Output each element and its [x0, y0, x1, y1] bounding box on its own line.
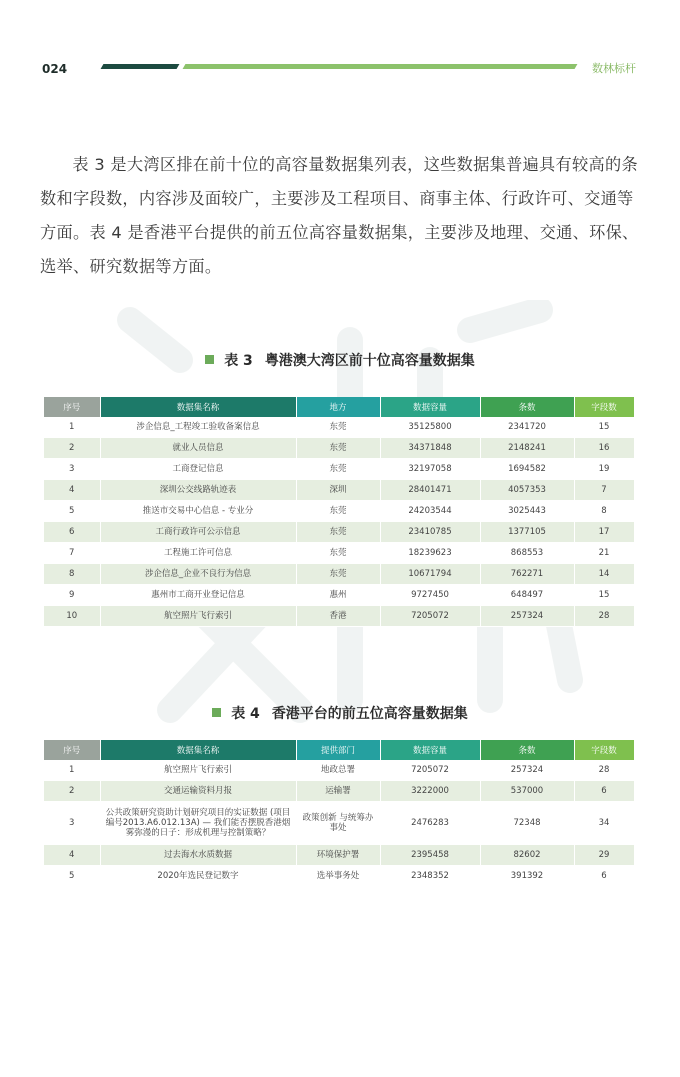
table4-cell: 3222000: [380, 781, 480, 802]
table3-cell: 10671794: [380, 564, 480, 585]
table4-cell: 2348352: [380, 866, 480, 887]
table3-header-cell: 序号: [44, 397, 100, 417]
table4-title-marker: [212, 708, 221, 717]
table3-cell: 24203544: [380, 501, 480, 522]
table3-cell: 深圳: [296, 480, 380, 501]
table3-cell: 7205072: [380, 606, 480, 627]
table3-cell: 4057353: [480, 480, 574, 501]
table3-cell: 东莞: [296, 438, 380, 459]
table3-cell: 东莞: [296, 417, 380, 438]
table3-cell: 2: [44, 438, 100, 459]
table3-cell: 15: [574, 417, 634, 438]
table4-header-row: [44, 740, 634, 760]
table3-cell: 2148241: [480, 438, 574, 459]
table4-cell: 环境保护署: [296, 845, 380, 866]
table4-cell: 5: [44, 866, 100, 887]
table3-cell: 17: [574, 522, 634, 543]
table3-header-cell: 地方: [296, 397, 380, 417]
table3-cell: 3025443: [480, 501, 574, 522]
table4-cell: 选举事务处: [296, 866, 380, 887]
table4-cell: 537000: [480, 781, 574, 802]
table3-cell: 推送市交易中心信息 - 专业分: [100, 501, 296, 522]
table3-cell: 工商行政许可公示信息: [100, 522, 296, 543]
table3-cell: 惠州: [296, 585, 380, 606]
table3-row: [44, 501, 634, 522]
table4-cell: 过去海水水质数据: [100, 845, 296, 866]
table3-cell: 工商登记信息: [100, 459, 296, 480]
table4-cell: 1: [44, 760, 100, 781]
table3-title-marker: [205, 355, 214, 364]
table3-cell: 东莞: [296, 501, 380, 522]
table4-title: [0, 703, 680, 723]
table3-header-cell: 字段数: [574, 397, 634, 417]
table3-cell: 28401471: [380, 480, 480, 501]
table3-cell: 10: [44, 606, 100, 627]
table4-cell: 6: [574, 866, 634, 887]
table3-cell: 8: [574, 501, 634, 522]
table3-cell: 3: [44, 459, 100, 480]
table3-cell: 18239623: [380, 543, 480, 564]
table3-cell: 涉企信息_企业不良行为信息: [100, 564, 296, 585]
table3-row: [44, 522, 634, 543]
table3: [44, 397, 635, 627]
table3-cell: 东莞: [296, 459, 380, 480]
table3-cell: 868553: [480, 543, 574, 564]
table4-header-cell: 数据容量: [380, 740, 480, 760]
table4-row: [44, 760, 634, 781]
table3-cell: 21: [574, 543, 634, 564]
table3-cell: 28: [574, 606, 634, 627]
table4-cell: 3: [44, 802, 100, 845]
table3-cell: 1: [44, 417, 100, 438]
table3-cell: 7: [44, 543, 100, 564]
table3-body: [44, 417, 634, 627]
table4-cell: 航空照片飞行索引: [100, 760, 296, 781]
table4-cell: 257324: [480, 760, 574, 781]
table4-cell: 72348: [480, 802, 574, 845]
table4-row: [44, 866, 634, 887]
page-number: 024: [42, 62, 68, 76]
table3-cell: 8: [44, 564, 100, 585]
table3-row: [44, 417, 634, 438]
table3-cell: 工程施工许可信息: [100, 543, 296, 564]
table3-cell: 香港: [296, 606, 380, 627]
table3-row: [44, 543, 634, 564]
table4-row: [44, 781, 634, 802]
table4-header-cell: 序号: [44, 740, 100, 760]
table3-cell: 1694582: [480, 459, 574, 480]
table3-cell: 35125800: [380, 417, 480, 438]
table4-cell: 运输署: [296, 781, 380, 802]
table3-row: [44, 606, 634, 627]
table3-cell: 深圳公交线路轨迹表: [100, 480, 296, 501]
table4-cell: 政策创新 与统筹办事处: [296, 802, 380, 845]
table3-cell: 航空照片飞行索引: [100, 606, 296, 627]
table3-row: [44, 564, 634, 585]
table3-row: [44, 480, 634, 501]
header-brand: 数林标杆: [592, 62, 636, 75]
table4-header-cell: 数据集名称: [100, 740, 296, 760]
table4-cell: 2020年选民登记数字: [100, 866, 296, 887]
table3-cell: 16: [574, 438, 634, 459]
table4-cell: 82602: [480, 845, 574, 866]
header-bar-light: [183, 64, 578, 69]
table3-header-cell: 条数: [480, 397, 574, 417]
table3-row: [44, 438, 634, 459]
table3-cell: 9727450: [380, 585, 480, 606]
table4: [44, 740, 635, 887]
table4-cell: 34: [574, 802, 634, 845]
table3-cell: 14: [574, 564, 634, 585]
table4-body: [44, 760, 634, 887]
table3-cell: 23410785: [380, 522, 480, 543]
table3-cell: 257324: [480, 606, 574, 627]
table3-cell: 东莞: [296, 543, 380, 564]
table3-cell: 762271: [480, 564, 574, 585]
table4-cell: 2: [44, 781, 100, 802]
table3-cell: 7: [574, 480, 634, 501]
table3-cell: 5: [44, 501, 100, 522]
table3-title: [0, 350, 680, 370]
table3-number: 表 3: [224, 353, 253, 369]
table3-cell: 15: [574, 585, 634, 606]
table3-cell: 东莞: [296, 522, 380, 543]
table3-cell: 惠州市工商开业登记信息: [100, 585, 296, 606]
table4-row: [44, 802, 634, 845]
table3-header-cell: 数据集名称: [100, 397, 296, 417]
table3-title-text: 粤港澳大湾区前十位高容量数据集: [264, 353, 475, 369]
table4-cell: 4: [44, 845, 100, 866]
table4-cell: 2476283: [380, 802, 480, 845]
table4-cell: 公共政策研究资助计划研究项目的实证数据 (项目编号2013.A6.012.13A) — 我们能否摆脱香港烟雾弥漫的日子：形成机理与控制策略？: [100, 802, 296, 845]
table4-cell: 6: [574, 781, 634, 802]
table4-header-cell: 提供部门: [296, 740, 380, 760]
table3-cell: 6: [44, 522, 100, 543]
table4-header-cell: 字段数: [574, 740, 634, 760]
table3-cell: 涉企信息_工程竣工验收备案信息: [100, 417, 296, 438]
table4-cell: 地政总署: [296, 760, 380, 781]
intro-paragraph: 表 3 是大湾区排在前十位的高容量数据集列表，这些数据集普遍具有较高的条数和字段数，内容涉及面较广，主要涉及工程项目、商事主体、行政许可、交通等方面。表 4 是香港平台提供的前五位高容量数据集，主要涉及地理、交通、环保、选举、研究数据等方面。: [40, 155, 639, 276]
table3-row: [44, 585, 634, 606]
table3-cell: 2341720: [480, 417, 574, 438]
table3-cell: 19: [574, 459, 634, 480]
table4-cell: 7205072: [380, 760, 480, 781]
table3-cell: 648497: [480, 585, 574, 606]
table4-cell: 交通运输资料月报: [100, 781, 296, 802]
table3-cell: 32197058: [380, 459, 480, 480]
table3-cell: 9: [44, 585, 100, 606]
table4-cell: 391392: [480, 866, 574, 887]
table4-cell: 29: [574, 845, 634, 866]
table3-cell: 就业人员信息: [100, 438, 296, 459]
table4-number: 表 4: [231, 706, 260, 722]
table3-header-row: [44, 397, 634, 417]
table4-cell: 2395458: [380, 845, 480, 866]
table3-header-cell: 数据容量: [380, 397, 480, 417]
table4-row: [44, 845, 634, 866]
table3-cell: 东莞: [296, 564, 380, 585]
table4-title-text: 香港平台的前五位高容量数据集: [271, 706, 468, 722]
table3-cell: 4: [44, 480, 100, 501]
table3-row: [44, 459, 634, 480]
table4-cell: 28: [574, 760, 634, 781]
table3-cell: 34371848: [380, 438, 480, 459]
header-bar-dark: [101, 64, 180, 69]
table3-cell: 1377105: [480, 522, 574, 543]
table4-header-cell: 条数: [480, 740, 574, 760]
